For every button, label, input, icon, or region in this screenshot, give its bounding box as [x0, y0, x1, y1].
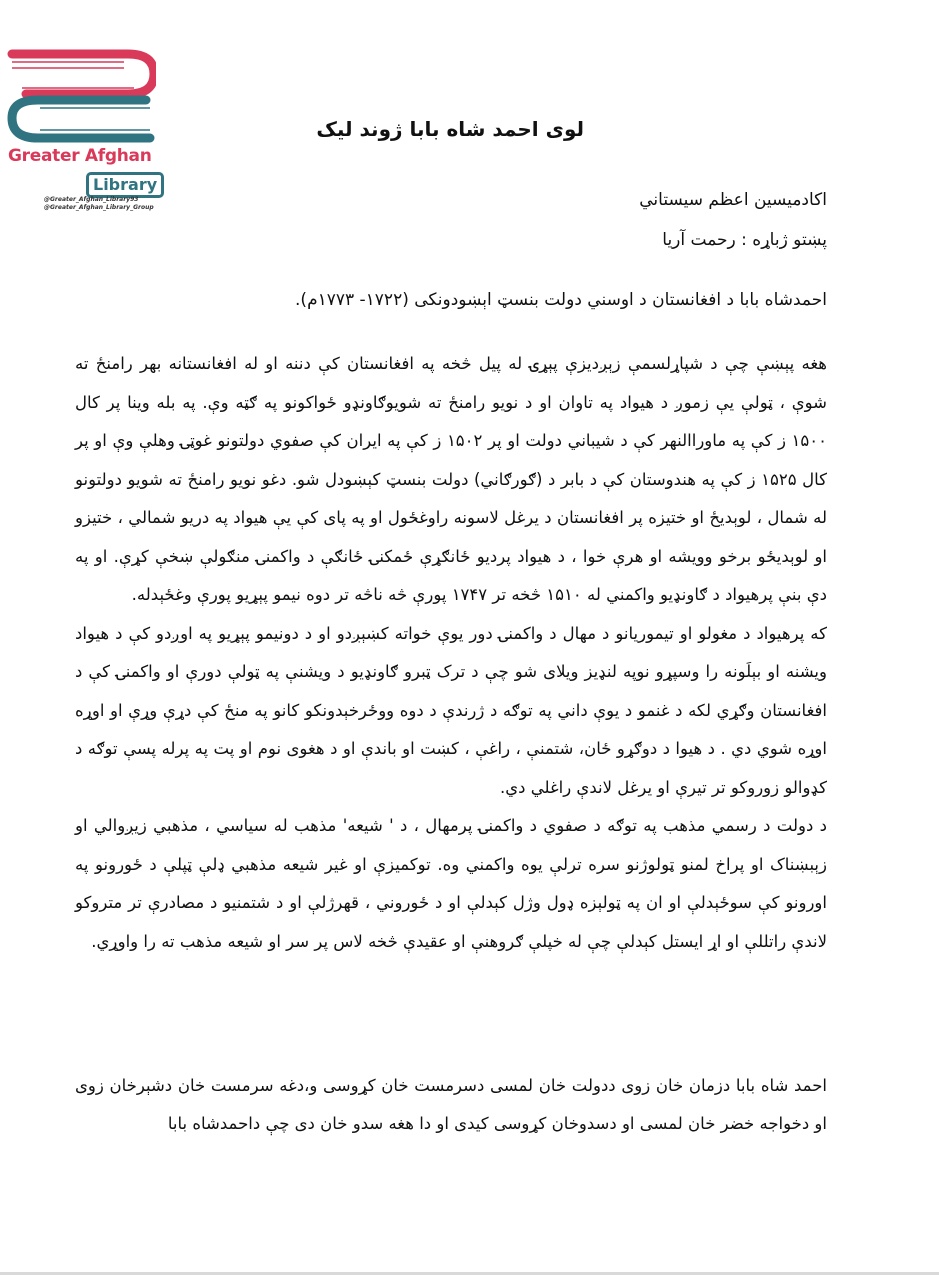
subtitle-line: احمدشاه بابا د افغانستان د اوسني دولت بنسټ اېښودونکی (۱۷۲۲- ۱۷۷۳م). [295, 290, 827, 310]
closing-paragraph: احمد شاه بابا دزمان خان زوی ددولت خان لمسی دسرمست خان کړوسی و،دغه سرمست خان دشېرخان زوی او دخواجه خضر خان لمسی او دسدوخان کړوسی کیدی او دا هغه سدو خان دی چې داحمدشاه بابا [75, 1076, 827, 1133]
page-title: لوی احمد شاه بابا ژوند لیک [316, 117, 584, 141]
logo-handles [44, 196, 154, 212]
logo-subtitle: Library [86, 172, 164, 198]
logo-handle: @Greater_Afghan_Library93 [44, 196, 139, 203]
author-line: اکادمیسین اعظم سیستاني [639, 190, 827, 210]
article-body [75, 345, 827, 961]
books-logo-icon [4, 48, 156, 148]
logo-handle: @Greater_Afghan_Library_Group [44, 204, 154, 211]
paragraph: که پرهيواد د مغولو او تيموريانو د مهال د واکمنۍ دور يوې خواته کښېږدو او د دونيمو پېړيو په اوږدو کې د هيواد ويشنه او بېلَونه را وسپړو نوپه لنډيز ويلای شو چې د ترک ټبرو ګاونډيو د ويشنې په ټولې دورې او واکمنۍ کې د افغانستان وګړي لکه د غنمو د يوې داني په توګه د ژرندې د دوه ووځرخېدونکو کانو په منځ کې دړې وړې او اوړه اوړه شوي دي . د هيوا د دوګړو ځان، شتمنې ، راغې ، کښت او باندې او د هغوی نوم او پت په پرله پسې توګه د کډوالو زوروکو تر تيرې او يرغل لاندې راغلي دي. [75, 623, 827, 797]
logo-title: Greater Afghan [8, 146, 152, 166]
paragraph: د دولت د رسمي مذهب په توګه د صفوي د واکمنۍ پرمهال ، د ' شيعه' مذهب له سياسي ، مذهبي زيږوالي او زېبښناک او پراخ لمنو ټولوژنو سره ترلې يوه واکمني وه. توکميزې او غير شيعه مذهبي ډلې ټپلې د ځورونو په اورونو کې سوځېدلې او ان په ټولېزه ډول وژل کېدلې او د ځوروني ، قهرژلې او د شتمنيو د مصادرې تر متروکو لاندې راتللې او اړ ايستل کېدلې چې له خپلې ګروهنې او عقيدې څخه لاس پر سر او شيعه مذهب ته را واوړي. [75, 816, 827, 951]
library-logo [4, 48, 156, 218]
paragraph: هغه پېښې چې د شپاړلسمې زېږديزې پېړۍ له پيل څخه په افغانستان کې دننه او له افغانستانه بهر رامنځ ته شوې ، ټولې يې زموږ د هيواد په تاوان او د نويو رامنځ ته شويوګاونډو ځواکونو په ګټه وې. په بله وينا پر کال ۱۵۰۰ ز کې په ماوراالنهر کې د شيباني دولت او پر ۱۵۰۲ ز کې په ايران کې صفوي دولتونو غوټۍ وهلې وې او پر کال ۱۵۲۵ ز کې په هندوستان کې د بابر د (ګورګاني) دولت بنسټ کېښودل شو. دغو نويو رامنځ ته شويو دولتونو له شمال ، لوېديځ او ختيزه پر افغانستان د يرغل لاسونه راوغځول او په پای کې يې هيواد په دريو شمالي ، ختيزو او لوېديځو برخو وويشه او هرې خوا ، د هيواد پرديو ځانګړې ځمکنۍ ځانګې د واکمنۍ منګولې ښخې کړې. او په دې بنې پرهيواد د ګاونډيو واکمني له ۱۵۱۰ څخه تر ۱۷۴۷ پورې څه ناڅه تر دوه نيمو پېړيو پورې وغځېدله. [75, 354, 827, 604]
translator-line: پښتو ژباړه : رحمت آريا [662, 230, 827, 250]
